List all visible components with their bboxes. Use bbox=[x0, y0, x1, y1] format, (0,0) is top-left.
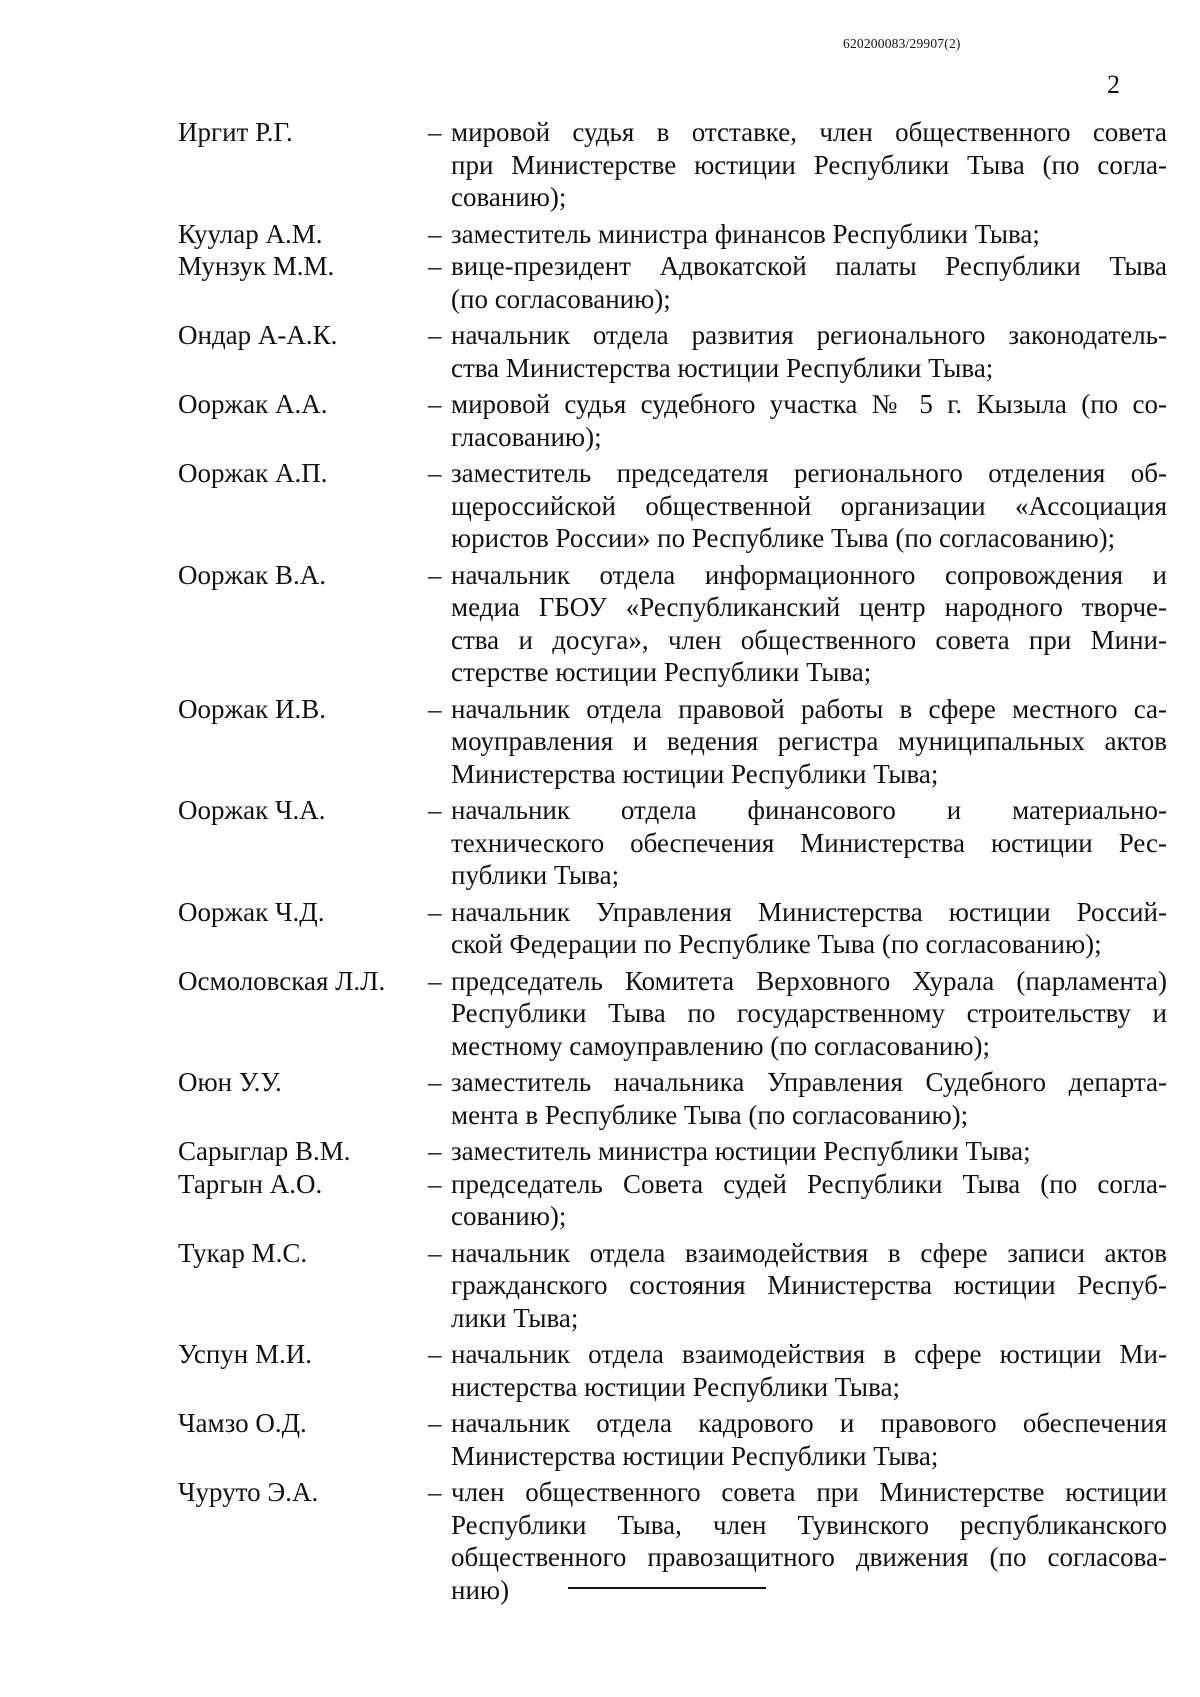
member-name: Ооржак А.П. bbox=[178, 458, 328, 488]
member-position-line: член общественного совета при Министерстве юстиции bbox=[451, 1477, 1167, 1507]
member-position bbox=[451, 1338, 1167, 1403]
member-position-line: заместитель министра юстиции Республики Тыва; bbox=[451, 1136, 1031, 1166]
member-row bbox=[178, 1168, 1167, 1233]
member-name: Куулар А.М. bbox=[178, 218, 323, 249]
member-name: Сарыглар В.М. bbox=[178, 1136, 351, 1166]
commission-members-list bbox=[178, 116, 1167, 1610]
member-position bbox=[451, 896, 1167, 961]
member-position bbox=[451, 794, 1167, 892]
member-dash: – bbox=[428, 251, 442, 281]
member-position-line: вице-президент Адвокатской палаты Республики Тыва bbox=[451, 251, 1167, 281]
member-position-line: общественного правозащитного движения (по согласова- bbox=[451, 1542, 1167, 1572]
member-position-line: медиа ГБОУ «Республиканский центр народного творче- bbox=[451, 592, 1167, 622]
member-position-line: публики Тыва; bbox=[451, 860, 620, 890]
member-position-line: мировой судья в отставке, член общественного совета bbox=[451, 117, 1167, 147]
member-position-line: гражданского состояния Министерства юстиции Респуб- bbox=[451, 1270, 1167, 1300]
member-position-line: начальник отдела взаимодействия в сфере юстиции Ми- bbox=[451, 1339, 1167, 1369]
member-position-line: начальник отдела развития регионального законодатель- bbox=[451, 320, 1167, 350]
member-dash: – bbox=[428, 1339, 442, 1369]
member-position-line: нию) bbox=[451, 1574, 510, 1605]
member-dash: – bbox=[428, 693, 442, 724]
member-name: Ооржак Ч.А. bbox=[178, 795, 326, 825]
member-position bbox=[451, 319, 1167, 384]
member-position-line: ства Министерства юстиции Республики Тыва; bbox=[451, 352, 994, 383]
member-name: Тукар М.С. bbox=[178, 1237, 308, 1268]
member-name: Ооржак Ч.Д. bbox=[178, 896, 325, 927]
member-position-line: Республики Тыва, член Тувинского республиканского bbox=[451, 1509, 1167, 1540]
member-position bbox=[451, 693, 1167, 791]
member-position-line: начальник отдела финансового и материально- bbox=[451, 795, 1167, 825]
member-name: Ооржак В.А. bbox=[178, 559, 327, 590]
document-registration-number: 620200083/29907(2) bbox=[843, 36, 961, 51]
member-position bbox=[451, 250, 1167, 315]
member-position-line: при Министерстве юстиции Республики Тыва (по согла- bbox=[451, 149, 1167, 180]
member-position-line: начальник отдела информационного сопровождения и bbox=[451, 559, 1167, 590]
member-position-line: технического обеспечения Министерства юстиции Рес- bbox=[451, 827, 1167, 858]
member-dash: – bbox=[428, 896, 442, 927]
member-position-line: лики Тыва; bbox=[451, 1302, 579, 1333]
member-position-line: Министерства юстиции Республики Тыва; bbox=[451, 1440, 939, 1471]
member-name: Иргит Р.Г. bbox=[178, 117, 293, 147]
member-row bbox=[178, 116, 1167, 214]
member-position bbox=[451, 1135, 1167, 1168]
member-row bbox=[178, 1407, 1167, 1472]
member-position bbox=[451, 965, 1167, 1063]
member-dash: – bbox=[428, 1136, 442, 1166]
member-position-line: стерстве юстиции Республики Тыва; bbox=[451, 657, 872, 687]
member-dash: – bbox=[428, 1408, 442, 1438]
member-dash: – bbox=[428, 1477, 442, 1507]
member-position bbox=[451, 1476, 1167, 1606]
member-row bbox=[178, 250, 1167, 315]
member-dash: – bbox=[428, 389, 442, 419]
member-position-line: мента в Республике Тыва (по согласованию); bbox=[451, 1099, 969, 1130]
member-row bbox=[178, 794, 1167, 892]
member-position-line: местному самоуправлению (по согласованию); bbox=[451, 1030, 991, 1061]
member-position-line: начальник Управления Министерства юстиции Россий- bbox=[451, 896, 1167, 927]
member-name: Мунзук М.М. bbox=[178, 251, 335, 281]
member-row bbox=[178, 218, 1167, 251]
member-position-line: начальник отдела кадрового и правового обеспечения bbox=[451, 1408, 1167, 1438]
member-row bbox=[178, 896, 1167, 961]
member-position-line: Министерства юстиции Республики Тыва; bbox=[451, 758, 939, 789]
member-position-line: юристов России» по Республике Тыва (по согласованию); bbox=[451, 523, 1116, 553]
member-name: Ондар А-А.К. bbox=[178, 320, 338, 350]
member-position-line: председатель Комитета Верховного Хурала (парламента) bbox=[451, 965, 1167, 996]
member-position-line: заместитель председателя регионального отделения об- bbox=[451, 458, 1167, 488]
member-position-line: мировой судья судебного участка № 5 г. Кызыла (по со- bbox=[451, 389, 1167, 419]
member-name: Таргын А.О. bbox=[178, 1168, 323, 1199]
member-position-line: гласованию); bbox=[451, 421, 602, 452]
member-position bbox=[451, 388, 1167, 453]
member-name: Чуруто Э.А. bbox=[178, 1477, 319, 1507]
member-position bbox=[451, 1066, 1167, 1131]
member-dash: – bbox=[428, 965, 442, 996]
member-dash: – bbox=[428, 1168, 442, 1199]
member-dash: – bbox=[428, 458, 442, 488]
member-position-line: ской Федерации по Республике Тыва (по согласованию); bbox=[451, 929, 1102, 959]
member-position-line: ства и досуга», член общественного совета при Мини- bbox=[451, 624, 1167, 655]
member-dash: – bbox=[428, 559, 442, 590]
member-position bbox=[451, 457, 1167, 555]
member-name: Оюн У.У. bbox=[178, 1067, 282, 1097]
member-row bbox=[178, 388, 1167, 453]
member-position-line: начальник отдела правовой работы в сфере местного са- bbox=[451, 693, 1167, 724]
member-position-line: Республики Тыва по государственному строительству и bbox=[451, 998, 1167, 1028]
member-dash: – bbox=[428, 117, 442, 147]
member-position-line: председатель Совета судей Республики Тыва (по согла- bbox=[451, 1168, 1167, 1199]
member-row bbox=[178, 1237, 1167, 1335]
member-row bbox=[178, 319, 1167, 384]
member-position bbox=[451, 559, 1167, 689]
member-row bbox=[178, 965, 1167, 1063]
member-position-line: щероссийской общественной организации «Ассоциация bbox=[451, 490, 1167, 521]
member-position bbox=[451, 1168, 1167, 1233]
member-position-line: заместитель министра финансов Республики Тыва; bbox=[451, 218, 1040, 249]
member-row bbox=[178, 457, 1167, 555]
member-name: Ооржак А.А. bbox=[178, 389, 328, 419]
member-row bbox=[178, 1066, 1167, 1131]
member-row bbox=[178, 693, 1167, 791]
member-dash: – bbox=[428, 795, 442, 825]
member-position-line: нистерства юстиции Республики Тыва; bbox=[451, 1371, 900, 1402]
member-row bbox=[178, 1135, 1167, 1168]
member-position-line: сованию); bbox=[451, 182, 567, 212]
member-dash: – bbox=[428, 1237, 442, 1268]
member-dash: – bbox=[428, 320, 442, 350]
member-row bbox=[178, 1338, 1167, 1403]
member-position-line: заместитель начальника Управления Судебного департа- bbox=[451, 1067, 1167, 1097]
member-position bbox=[451, 116, 1167, 214]
member-position-line: моуправления и ведения регистра муниципальных актов bbox=[451, 726, 1167, 756]
member-name: Успун М.И. bbox=[178, 1339, 313, 1369]
end-of-list-rule bbox=[568, 1587, 766, 1589]
member-dash: – bbox=[428, 218, 442, 249]
member-position-line: (по согласованию); bbox=[451, 283, 671, 314]
page-number: 2 bbox=[1107, 70, 1120, 99]
member-position bbox=[451, 1407, 1167, 1472]
member-name: Осмоловская Л.Л. bbox=[178, 965, 386, 996]
member-position-line: сованию); bbox=[451, 1201, 567, 1231]
member-row bbox=[178, 559, 1167, 689]
member-position bbox=[451, 218, 1167, 251]
member-position bbox=[451, 1237, 1167, 1335]
member-name: Ооржак И.В. bbox=[178, 693, 327, 724]
member-position-line: начальник отдела взаимодействия в сфере записи актов bbox=[451, 1237, 1167, 1268]
member-dash: – bbox=[428, 1067, 442, 1097]
member-name: Чамзо О.Д. bbox=[178, 1408, 307, 1438]
